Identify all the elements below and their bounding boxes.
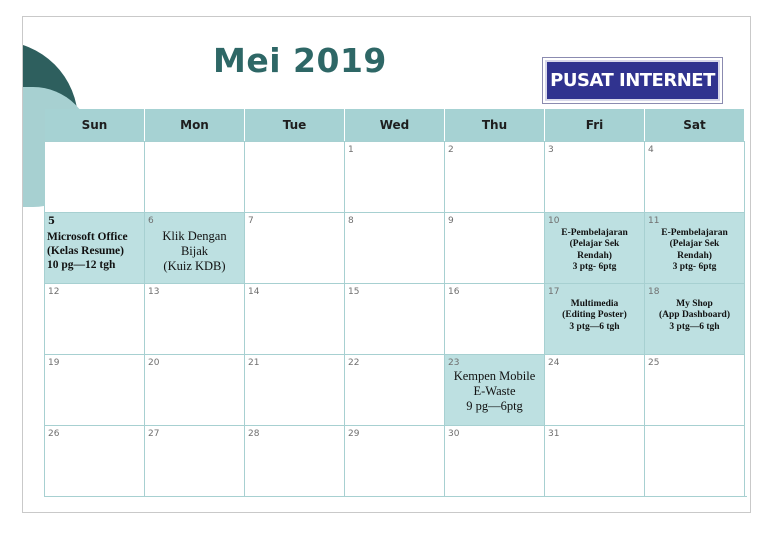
day-number: 1 (348, 145, 354, 155)
day-number: 31 (548, 429, 560, 439)
day-number: 19 (48, 358, 60, 368)
weekday-header-wed: Wed (345, 109, 445, 141)
day-number: 14 (248, 287, 260, 297)
calendar-grid (44, 109, 747, 497)
day-cell-26[interactable] (45, 425, 145, 496)
day-cell-13[interactable] (145, 283, 245, 354)
day-cell-8[interactable] (345, 212, 445, 283)
day-cell-17[interactable] (545, 283, 645, 354)
day-cell-4[interactable] (645, 141, 745, 212)
day-number: 2 (448, 145, 454, 155)
day-cell-10[interactable] (545, 212, 645, 283)
day-cell-empty (45, 141, 145, 212)
day-number: 10 (548, 216, 560, 226)
day-cell-empty (645, 425, 745, 496)
day-cell-9[interactable] (445, 212, 545, 283)
event-e-pembelajaran: E-Pembelajaran (Pelajar Sek Rendah) 3 ptg- 6ptg (561, 228, 628, 273)
event-multimedia: Multimedia (Editing Poster) 3 ptg—6 tgh (562, 299, 627, 332)
day-cell-27[interactable] (145, 425, 245, 496)
day-number: 15 (348, 287, 360, 297)
day-number: 30 (448, 429, 460, 439)
day-cell-16[interactable] (445, 283, 545, 354)
day-number: 28 (248, 429, 260, 439)
day-cell-21[interactable] (245, 354, 345, 425)
day-number: 23 (448, 358, 460, 368)
day-number: 22 (348, 358, 360, 368)
event-microsoft-office: Microsoft Office (Kelas Resume) 10 pg—12 tgh (47, 231, 128, 271)
day-number: 12 (48, 287, 60, 297)
weekday-header-sun: Sun (45, 109, 145, 141)
day-cell-28[interactable] (245, 425, 345, 496)
day-cell-2[interactable] (445, 141, 545, 212)
day-cell-25[interactable] (645, 354, 745, 425)
calendar-title: Mei 2019 (213, 41, 387, 80)
day-cell-23[interactable] (445, 354, 545, 425)
day-number: 13 (148, 287, 160, 297)
day-cell-18[interactable] (645, 283, 745, 354)
day-number: 20 (148, 358, 160, 368)
weekday-header-sat: Sat (645, 109, 745, 141)
day-number: 8 (348, 216, 354, 226)
day-cell-empty (245, 141, 345, 212)
day-cell-empty (145, 141, 245, 212)
day-number: 18 (648, 287, 660, 297)
weekday-header-thu: Thu (445, 109, 545, 141)
event-e-pembelajaran: E-Pembelajaran (Pelajar Sek Rendah) 3 ptg- 6ptg (661, 228, 728, 273)
weekday-header-mon: Mon (145, 109, 245, 141)
day-cell-22[interactable] (345, 354, 445, 425)
day-cell-31[interactable] (545, 425, 645, 496)
weekday-header-fri: Fri (545, 109, 645, 141)
day-cell-30[interactable] (445, 425, 545, 496)
day-cell-6[interactable] (145, 212, 245, 283)
day-number: 26 (48, 429, 60, 439)
event-my-shop: My Shop (App Dashboard) 3 ptg—6 tgh (658, 299, 730, 332)
day-cell-24[interactable] (545, 354, 645, 425)
day-cell-20[interactable] (145, 354, 245, 425)
day-number: 9 (448, 216, 454, 226)
day-number: 4 (648, 145, 654, 155)
weekday-header-tue: Tue (245, 109, 345, 141)
day-number: 27 (148, 429, 160, 439)
day-cell-11[interactable] (645, 212, 745, 283)
day-cell-14[interactable] (245, 283, 345, 354)
day-cell-15[interactable] (345, 283, 445, 354)
day-number: 7 (248, 216, 254, 226)
day-cell-5[interactable] (45, 212, 145, 283)
event-kempen-mobile-e-waste: Kempen Mobile E-Waste 9 pg—6ptg (453, 369, 536, 413)
day-number: 24 (548, 358, 560, 368)
brand-label: PUSAT INTERNET (545, 60, 720, 101)
day-number: 11 (648, 216, 660, 226)
calendar-page (22, 16, 751, 513)
day-cell-7[interactable] (245, 212, 345, 283)
day-number: 3 (548, 145, 554, 155)
day-cell-19[interactable] (45, 354, 145, 425)
day-number: 25 (648, 358, 660, 368)
day-cell-3[interactable] (545, 141, 645, 212)
day-cell-29[interactable] (345, 425, 445, 496)
day-cell-12[interactable] (45, 283, 145, 354)
event-klik-dengan-bijak: Klik Dengan Bijak (Kuiz KDB) (162, 229, 227, 273)
day-number: 17 (548, 287, 560, 297)
day-number: 6 (148, 216, 154, 226)
pusat-internet-logo (542, 57, 723, 104)
day-number: 29 (348, 429, 360, 439)
day-number: 21 (248, 358, 260, 368)
day-number: 5 (48, 216, 55, 227)
day-number: 16 (448, 287, 460, 297)
day-cell-1[interactable] (345, 141, 445, 212)
